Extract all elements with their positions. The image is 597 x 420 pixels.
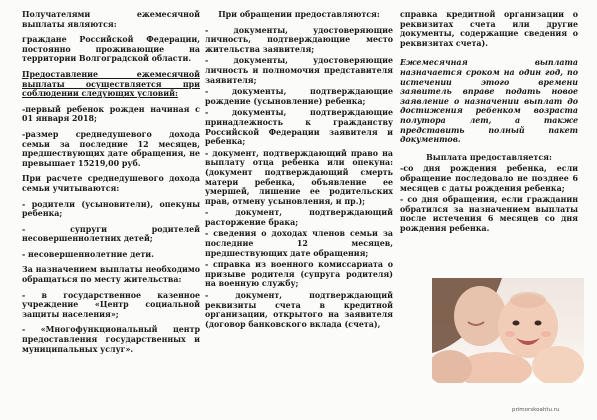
recipients-heading: Получателями ежемесячной выплаты являются:	[22, 10, 200, 29]
column-right	[400, 10, 578, 239]
list-item: - документ, подтверждающий расторжение брака;	[205, 208, 393, 227]
list-item: - документы, подтверждающие рождение (усыновление) ребенка;	[205, 87, 393, 106]
documents-list	[205, 26, 393, 330]
income-item-3: - несовершеннолетние дети.	[22, 249, 154, 259]
column-left	[22, 10, 200, 360]
payment-heading: Выплата предоставляется:	[426, 152, 552, 162]
apply-item-2: - «Многофункциональный центр предоставления государственных и муниципальных услуг».	[22, 325, 200, 354]
duration-text: Ежемесячная выплата назначается сроком на один год, по истечении этого времени заявитель вправе подать новое заявление о назначении выплат до достижения ребенком возраста полутора лет, а также представить полный пакет документов.	[400, 58, 578, 145]
list-item: - документы, удостоверяющие личность, подтверждающие место жительства заявителя;	[205, 25, 393, 54]
list-item: - документ, подтверждающий право на выплату отца ребенка или опекуна: (документ подтверждающий смерть матери ребенка, объявление ее умершей, лишение ее родительских прав, отмену усыновления, и пр.);	[205, 148, 393, 206]
list-item: - справка из военного комиссариата о призыве родителя (супруга родителя) на военную службу;	[205, 260, 393, 289]
bank-text: справка кредитной организации о реквизитах счета или другие документы, содержащие сведения о реквизитах счета).	[400, 10, 578, 48]
apply-heading: За назначением выплаты необходимо обращаться по месту жительства:	[22, 265, 200, 285]
documents-heading: При обращении предоставляются:	[218, 10, 380, 19]
source-watermark: primorskoahtu.ru	[512, 407, 560, 413]
condition-item-2: -размер среднедушевого дохода семьи за последние 12 месяцев, предшествующих дате обращения, не превышает 15219,00 руб.	[22, 129, 200, 168]
income-item-2: - супруги родителей несовершеннолетних детей;	[22, 224, 200, 244]
income-item-1: - родители (усыновители), опекуны ребенка;	[22, 199, 200, 219]
recipients-text: граждане Российской Федерации, постоянно проживающие на территории Волгоградской области.	[22, 35, 200, 64]
column-middle	[205, 10, 393, 331]
list-item: - сведения о доходах членов семьи за последние 12 месяцев, предшествующих дате обращения;	[205, 229, 393, 258]
conditions-heading: Предоставление ежемесячной выплаты осуществляется при соблюдении следующих условий:	[22, 69, 200, 99]
condition-item-1: -первый ребенок рожден начиная с 01 января 2018;	[22, 104, 200, 124]
mother-baby-photo	[432, 278, 584, 383]
list-item: - документы, удостоверяющие личность и полномочия представителя заявителя;	[205, 56, 393, 85]
list-item: - документ, подтверждающий реквизиты счета в кредитной организации, открытого на заявителя (договор банковского вклада (счета),	[205, 291, 393, 329]
income-heading: При расчете среднедушевого дохода семьи учитываются:	[22, 174, 200, 193]
apply-item-1: - в государственное казенное учреждение «Центр социальной защиты населения»;	[22, 290, 200, 319]
mother-baby-illustration	[432, 278, 584, 383]
payment-item-1: -со дня рождения ребенка, если обращение последовало не позднее 6 месяцев с даты рождения ребенка;	[400, 164, 578, 193]
list-item: - документы, подтверждающие принадлежность к гражданству Российской Федерации заявителя и ребенка;	[205, 108, 393, 147]
payment-item-2: - со дня обращения, если гражданин обратился за назначением выплаты после истечения 6 месяцев со дня рождения ребенка.	[400, 195, 578, 233]
